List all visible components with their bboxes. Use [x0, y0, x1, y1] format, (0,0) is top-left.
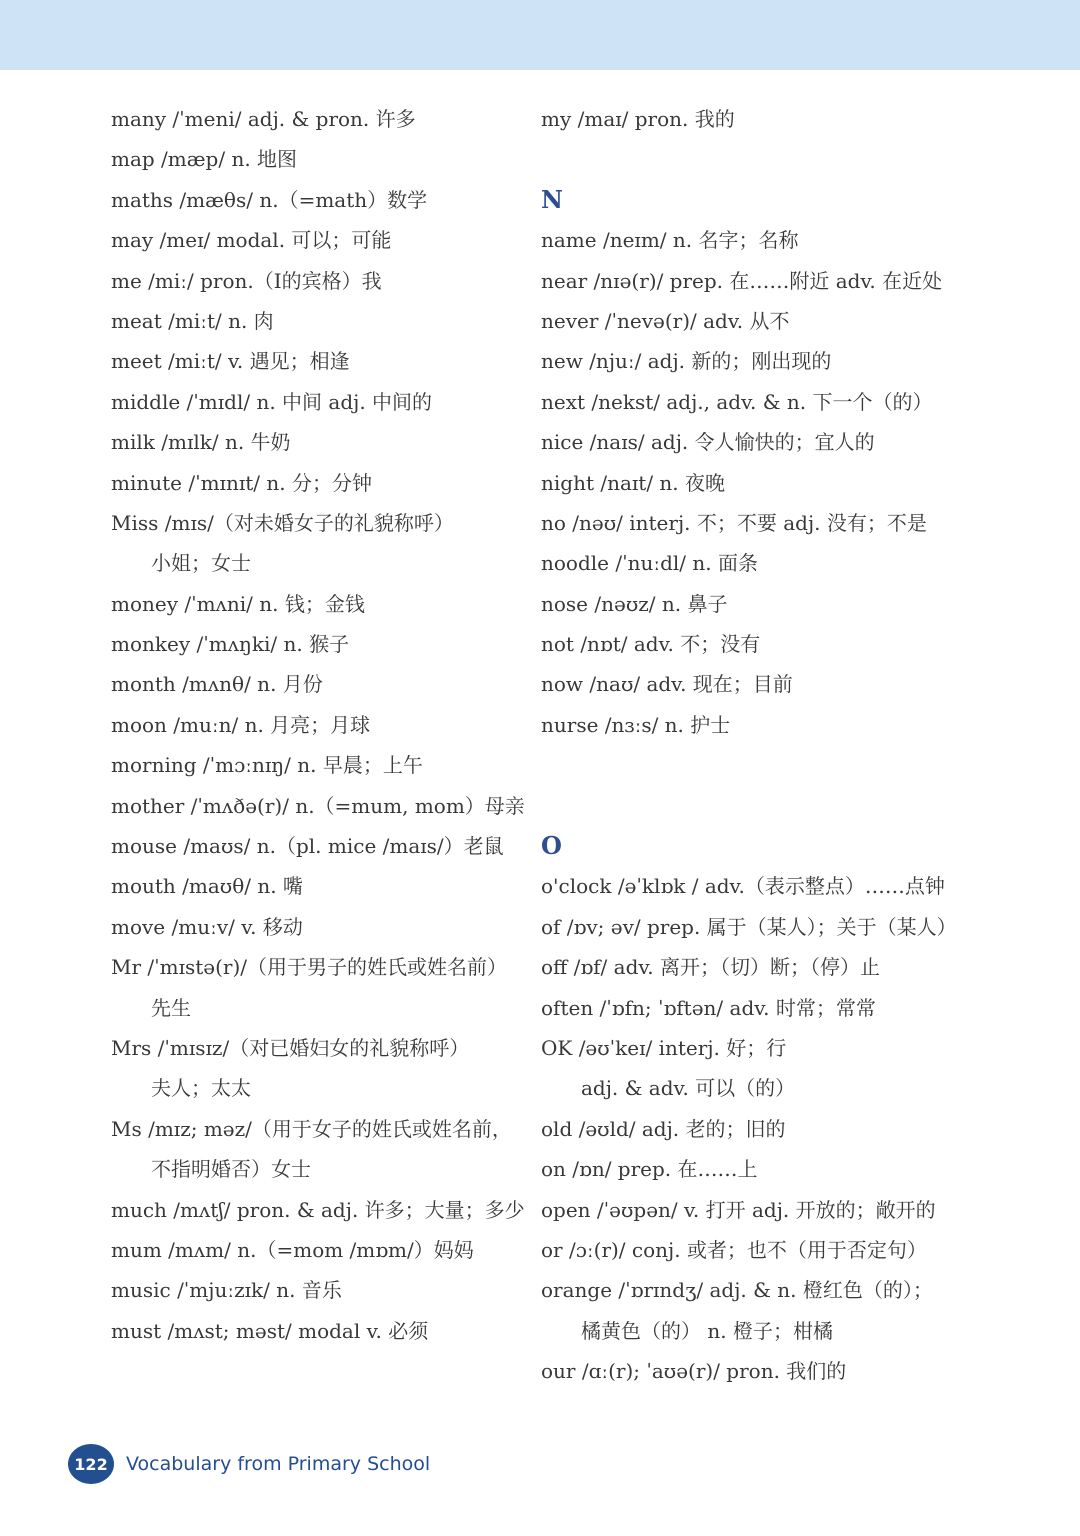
vocab-entry-text: near /nɪə(r)/ prep. 在……附近 adv. 在近处: [541, 268, 943, 293]
vocab-entry-text: mouse /maʊs/ n.（pl. mice /maɪs/）老鼠: [111, 834, 504, 859]
vocab-entry: [541, 543, 1061, 583]
vocab-entry: [111, 1270, 531, 1310]
vocab-entry-text: now /naʊ/ adv. 现在；目前: [541, 672, 793, 697]
vocab-entry-text: open /ˈəʊpən/ v. 打开 adj. 开放的；敞开的: [541, 1197, 936, 1222]
footer-title: Vocabulary from Primary School: [126, 1453, 431, 1475]
vocab-entry-text: not /nɒt/ adv. 不；没有: [541, 632, 761, 657]
vocab-entry-text: mother /ˈmʌðə(r)/ n.（=mum, mom）母亲: [111, 793, 525, 818]
vocab-entry-text: may /meɪ/ modal. 可以；可能: [111, 228, 392, 253]
vocab-entry: [541, 866, 1061, 906]
vocab-entry-text: 橘黄色（的） n. 橙子；柑橘: [581, 1318, 833, 1343]
section-letter: [541, 180, 1061, 220]
left-column: [111, 99, 531, 1351]
vocab-entry: [111, 1190, 531, 1230]
vocab-entry: [111, 301, 531, 341]
vocab-entry: [111, 1311, 531, 1351]
vocab-entry: [541, 220, 1061, 260]
vocab-entry: [111, 341, 531, 381]
vocab-entry: [541, 1109, 1061, 1149]
vocab-entry: [111, 705, 531, 745]
vocab-entry-text: moon /muːn/ n. 月亮；月球: [111, 712, 371, 737]
vocab-entry-text: or /ɔː(r)/ conj. 或者；也不（用于否定句）: [541, 1237, 927, 1262]
vocab-entry-text: next /nekst/ adj., adv. & n. 下一个（的）: [541, 389, 933, 414]
vocab-entry: [541, 1190, 1061, 1230]
vocab-entry-continuation: [541, 1068, 1061, 1108]
vocab-entry-text: adj. & adv. 可以（的）: [581, 1076, 796, 1101]
vocab-entry-text: meet /miːt/ v. 遇见；相逢: [111, 349, 350, 374]
vocab-entry-text: Mr /ˈmɪstə(r)/（用于男子的姓氏或姓名前）: [111, 955, 508, 980]
page-number-badge: 122: [68, 1444, 114, 1484]
vocab-entry-continuation: [111, 988, 531, 1028]
vocab-entry-text: 先生: [151, 995, 191, 1020]
vocab-entry-text: never /ˈnevə(r)/ adv. 从不: [541, 308, 790, 333]
vocab-entry-text: middle /ˈmɪdl/ n. 中间 adj. 中间的: [111, 389, 433, 414]
vocab-entry-text: milk /mɪlk/ n. 牛奶: [111, 430, 291, 455]
vocab-entry-text: new /njuː/ adj. 新的；刚出现的: [541, 349, 832, 374]
vocab-entry: [111, 584, 531, 624]
vocab-entry: [541, 664, 1061, 704]
vocab-entry: [111, 866, 531, 906]
vocab-entry: [541, 705, 1061, 745]
vocab-entry: [111, 261, 531, 301]
vocab-entry: [111, 382, 531, 422]
vocab-entry-text: of /ɒv; əv/ prep. 属于（某人）；关于（某人）: [541, 914, 957, 939]
vocab-entry-text: our /ɑː(r); ˈaʊə(r)/ pron. 我们的: [541, 1359, 847, 1384]
vocab-entry: [541, 988, 1061, 1028]
vocab-entry: [541, 463, 1061, 503]
vocab-entry-text: OK /əʊˈkeɪ/ interj. 好；行: [541, 1035, 787, 1060]
vocab-entry: [111, 624, 531, 664]
vocab-entry-text: old /əʊld/ adj. 老的；旧的: [541, 1116, 786, 1141]
vocab-entry: [541, 382, 1061, 422]
vocab-entry: [111, 826, 531, 866]
vocab-entry: [541, 301, 1061, 341]
vocab-entry-continuation: [111, 1149, 531, 1189]
vocab-entry-text: Ms /mɪz; məz/（用于女子的姓氏或姓名前，: [111, 1116, 512, 1141]
section-letter: [541, 826, 1061, 866]
vocab-entry-text: Miss /mɪs/（对未婚女子的礼貌称呼）: [111, 510, 454, 535]
vocab-entry: [541, 1270, 1061, 1310]
vocab-entry-text: off /ɒf/ adv. 离开；（切）断；（停）止: [541, 955, 881, 980]
top-color-band: [0, 0, 1080, 70]
vocab-entry-text: Mrs /ˈmɪsɪz/（对已婚妇女的礼貌称呼）: [111, 1035, 470, 1060]
vocab-entry: [111, 786, 531, 826]
vocab-entry: [541, 261, 1061, 301]
section-letter-label: O: [541, 831, 562, 861]
vocab-entry: [541, 947, 1061, 987]
vocab-entry-text: no /nəʊ/ interj. 不；不要 adj. 没有；不是: [541, 510, 927, 535]
vocab-entry-text: name /neɪm/ n. 名字；名称: [541, 228, 799, 253]
vocab-entry: [541, 584, 1061, 624]
vocab-entry: [111, 180, 531, 220]
vocab-entry-text: me /miː/ pron.（I的宾格）我: [111, 268, 382, 293]
blank-line: [541, 745, 1061, 785]
vocab-entry: [111, 664, 531, 704]
vocab-entry: [111, 503, 531, 543]
vocab-entry-text: 小姐；女士: [151, 551, 251, 576]
vocab-entry-text: month /mʌnθ/ n. 月份: [111, 672, 323, 697]
vocab-entry: [111, 1028, 531, 1068]
vocab-entry: [111, 139, 531, 179]
vocab-entry-text: mum /mʌm/ n.（=mom /mɒm/）妈妈: [111, 1237, 474, 1262]
vocab-entry-text: noodle /ˈnuːdl/ n. 面条: [541, 551, 758, 576]
vocab-entry-text: music /ˈmjuːzɪk/ n. 音乐: [111, 1278, 342, 1303]
vocab-entry: [541, 341, 1061, 381]
vocab-entry-text: 夫人；太太: [151, 1076, 251, 1101]
vocab-entry: [111, 745, 531, 785]
vocab-entry: [111, 907, 531, 947]
vocab-entry: [111, 99, 531, 139]
vocab-entry: [541, 99, 1061, 139]
section-letter-label: N: [541, 184, 563, 214]
vocab-entry-text: on /ɒn/ prep. 在……上: [541, 1157, 758, 1182]
vocab-entry: [541, 907, 1061, 947]
vocab-entry-continuation: [111, 1068, 531, 1108]
vocab-entry: [111, 1109, 531, 1149]
vocab-entry-text: much /mʌtʃ/ pron. & adj. 许多；大量；多少: [111, 1197, 525, 1222]
vocab-entry-text: many /ˈmeni/ adj. & pron. 许多: [111, 107, 416, 131]
vocab-entry-text: my /maɪ/ pron. 我的: [541, 107, 735, 131]
vocab-entry: [541, 1028, 1061, 1068]
page-footer: [68, 1444, 430, 1484]
vocab-entry-text: must /mʌst; məst/ modal v. 必须: [111, 1318, 429, 1343]
vocab-entry: [541, 624, 1061, 664]
vocab-entry-text: 不指明婚否）女士: [151, 1157, 311, 1182]
vocab-entry: [111, 220, 531, 260]
vocab-entry-text: move /muːv/ v. 移动: [111, 914, 303, 939]
vocab-entry: [111, 947, 531, 987]
vocab-entry-text: map /mæp/ n. 地图: [111, 147, 298, 172]
vocab-entry-continuation: [541, 1311, 1061, 1351]
vocab-entry: [111, 422, 531, 462]
vocab-entry-text: monkey /ˈmʌŋki/ n. 猴子: [111, 632, 350, 657]
vocab-entry: [111, 463, 531, 503]
vocab-entry: [541, 422, 1061, 462]
vocab-entry-text: nose /nəʊz/ n. 鼻子: [541, 591, 728, 616]
blank-line: [541, 139, 1061, 179]
vocab-entry-text: often /ˈɒfn; ˈɒftən/ adv. 时常；常常: [541, 995, 876, 1020]
vocab-entry-text: night /naɪt/ n. 夜晚: [541, 470, 726, 495]
vocab-entry-text: money /ˈmʌni/ n. 钱；金钱: [111, 591, 365, 616]
vocab-entry-text: orange /ˈɒrɪndʒ/ adj. & n. 橙红色（的）；: [541, 1278, 933, 1303]
vocab-entry-text: morning /ˈmɔːnɪŋ/ n. 早晨；上午: [111, 753, 423, 778]
vocab-entry-text: meat /miːt/ n. 肉: [111, 308, 274, 333]
vocab-entry-text: nice /naɪs/ adj. 令人愉快的；宜人的: [541, 430, 875, 455]
blank-line: [541, 786, 1061, 826]
vocab-entry-text: o'clock /əˈklɒk / adv.（表示整点）……点钟: [541, 874, 945, 899]
vocab-entry: [541, 1149, 1061, 1189]
vocab-entry: [541, 1351, 1061, 1391]
vocab-entry-text: nurse /nɜːs/ n. 护士: [541, 712, 731, 737]
vocab-entry: [541, 503, 1061, 543]
vocab-entry: [111, 1230, 531, 1270]
vocab-entry-text: minute /ˈmɪnɪt/ n. 分；分钟: [111, 470, 372, 495]
vocab-entry-continuation: [111, 543, 531, 583]
vocab-entry-text: mouth /maʊθ/ n. 嘴: [111, 874, 303, 899]
right-column: [541, 99, 1061, 1392]
vocab-entry-text: maths /mæθs/ n.（=math）数学: [111, 187, 428, 212]
vocab-entry: [541, 1230, 1061, 1270]
